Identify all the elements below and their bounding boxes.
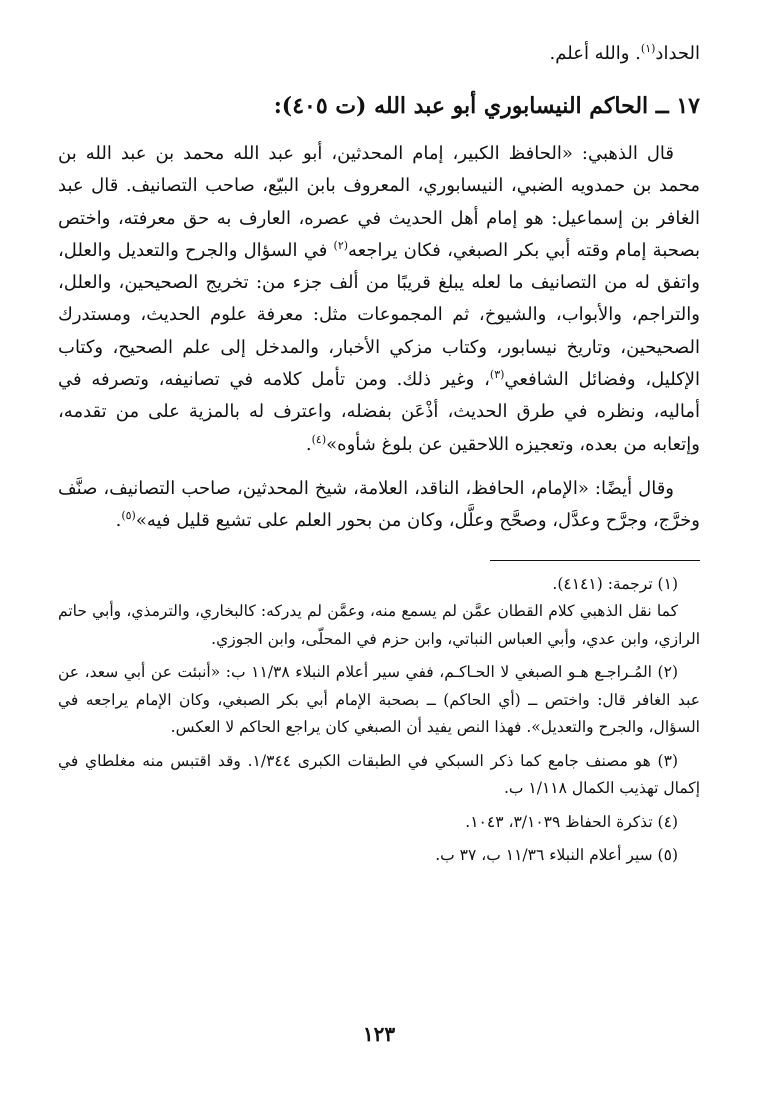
paragraph-1	[58, 138, 700, 461]
continuation-line	[58, 38, 700, 70]
paragraph-1-text-b: في السؤال والجرح والتعديل والعلل، واتفق له من التصانيف ما لعله يبلغ قريبًا من ألف جزء من: تخريج الصحيحين، والعلل، والتراجم، والأبواب، والشيوخ، ثم المجموعات مثل: معرفة علوم الحديث، ومستدرك الصحيحين، وتاريخ نيسابور، وكتاب مزكي الأخبار، والمدخل إلى علم الصحيح، وكتاب الإكليل، وفضائل الشافعي	[58, 239, 700, 391]
footnote-ref-3[interactable]: (٣)	[489, 368, 505, 382]
footnote-ref-4[interactable]: (٤)	[311, 432, 327, 446]
footnote-ref-5[interactable]: (٥)	[121, 509, 136, 523]
footnote-divider	[490, 560, 700, 561]
paragraph-1-text-d: .	[305, 433, 312, 455]
footnote-4: (٤) تذكرة الحفاظ ٣/١٠٣٩، ١٠٤٣.	[465, 812, 678, 831]
page-number: ١٢٣	[362, 1022, 396, 1046]
footnote-1-line-2: كما نقل الذهبي كلام القطان عمَّن لم يسمع منه، وعمَّن لم يدركه: كالبخاري، والترمذي، وأبي حاتم الرازي، وابن عدي، وأبي العباس النباتي، وابن حزم في المحلّى، وابن الجوزي.	[58, 602, 700, 648]
paragraph-1-text-c: ، وغير ذلك. ومن تأمل كلامه في تصانيفه، وتصرفه في أماليه، ونظره في طرق الحديث، أذْعَن بفضله، واعترف له بالمزية على من تقدمه، وإتعابه من بعده، وتعجيزه اللاحقين عن بلوغ شأوه»	[58, 369, 700, 455]
footnote-3: (٣) هو مصنف جامع كما ذكر السبكي في الطبقات الكبرى ١/٣٤٤. وقد اقتبس منه مغلطاي في إكمال تهذيب الكمال ١/١١٨ ب.	[58, 751, 700, 798]
footnote-ref-2[interactable]: (٢)	[333, 238, 349, 252]
paragraph-1-text-a: قال الذهبي: «الحافظ الكبير، إمام المحدثين، أبو عبد الله محمد بن عبد الله بن محمد بن حمدويه الضبي، النيسابوري، المعروف بابن البيّع، صاحب التصانيف. قال عبد الغافر بن إسماعيل: هو إمام أهل الحديث في عصره، العارف به حق معرفته، واختص بصحبة إمام وقته أبي بكر الصبغي، فكان يراجعه	[58, 143, 700, 261]
footnote-2: (٢) المُـراجـع هـو الصبغي لا الحـاكـم، ففي سير أعلام النبلاء ١١/٣٨ ب: «أنبئت عن أبي سعد، عن عبد الغافر قال: واختص ــ (أي الحاكم) ــ بصحبة الإمام أبي بكر الصبغي، وكان الإمام يراجعه في السؤال، والجرح والتعديل». فهذا النص يفيد أن الصبغي كان يراجع الحاكم لا العكس.	[58, 663, 700, 737]
paragraph-2-text-b: .	[115, 510, 122, 532]
paragraph-2-text-a: وقال أيضًا: «الإمام، الحافظ، الناقد، العلامة، شيخ المحدثين، صاحب التصانيف، صنَّف وخرَّج، وجرَّح وعدَّل، وصحَّح وعلَّل، وكان من بحور العلم على تشيع قليل فيه»	[58, 477, 700, 532]
continuation-text: الحداد	[655, 43, 700, 64]
footnote-1-line-1: (١) ترجمة: (٤١٤١).	[552, 574, 678, 593]
footnote-1	[58, 571, 700, 654]
section-heading: ١٧ ــ الحاكم النيسابوري أبو عبد الله (ت ٤٠٥):	[273, 93, 700, 119]
paragraph-2	[58, 473, 700, 538]
continuation-text-end: . والله أعلم.	[549, 43, 641, 64]
footnote-5: (٥) سير أعلام النبلاء ١١/٣٦ ب، ٣٧ ب.	[435, 846, 678, 865]
footnote-ref-1[interactable]: (١)	[640, 42, 656, 55]
